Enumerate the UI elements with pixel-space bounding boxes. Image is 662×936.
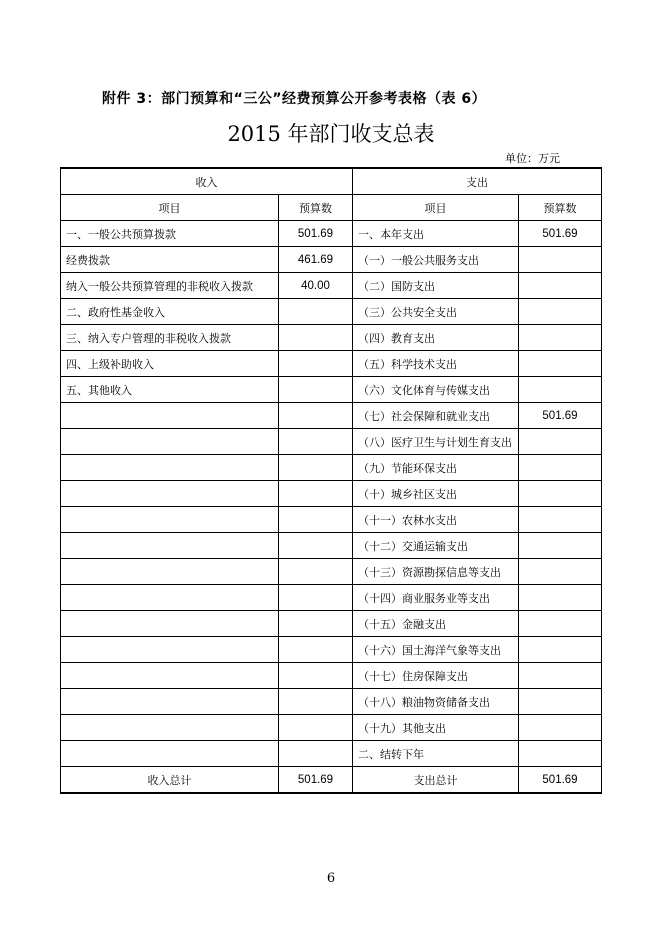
totals-row [61, 767, 602, 794]
table-row [61, 741, 602, 767]
table-row [61, 637, 602, 663]
expense-amount-cell [519, 377, 602, 403]
income-amount-cell [279, 455, 353, 481]
income-item-cell [61, 481, 279, 507]
income-amount-cell: 501.69 [279, 221, 353, 247]
table-row [61, 663, 602, 689]
income-amount-cell [279, 559, 353, 585]
income-amount-cell [279, 533, 353, 559]
expense-amount-header: 预算数 [519, 195, 602, 221]
expense-item-cell: （九）节能环保支出 [353, 455, 519, 481]
expense-amount-cell [519, 663, 602, 689]
expense-amount-cell [519, 689, 602, 715]
income-amount-cell: 461.69 [279, 247, 353, 273]
table-row [61, 585, 602, 611]
expense-item-header: 项目 [353, 195, 519, 221]
income-item-cell: 五、其他收入 [61, 377, 279, 403]
income-item-cell [61, 455, 279, 481]
income-item-cell [61, 507, 279, 533]
expense-item-cell: （八）医疗卫生与计划生育支出 [353, 429, 519, 455]
income-item-cell [61, 533, 279, 559]
income-amount-cell [279, 585, 353, 611]
expense-amount-cell [519, 741, 602, 767]
income-amount-header: 预算数 [279, 195, 353, 221]
expense-item-cell: （六）文化体育与传媒支出 [353, 377, 519, 403]
income-item-header: 项目 [61, 195, 279, 221]
expense-item-cell: 一、本年支出 [353, 221, 519, 247]
column-header-row [61, 195, 602, 221]
budget-table [60, 167, 602, 794]
expense-item-cell: （十一）农林水支出 [353, 507, 519, 533]
table-row [61, 559, 602, 585]
expense-amount-cell [519, 559, 602, 585]
income-item-cell [61, 559, 279, 585]
income-item-cell: 二、政府性基金收入 [61, 299, 279, 325]
income-amount-cell [279, 741, 353, 767]
table-row [61, 507, 602, 533]
income-amount-cell [279, 637, 353, 663]
income-item-cell: 经费拨款 [61, 247, 279, 273]
income-amount-cell [279, 481, 353, 507]
table-row [61, 689, 602, 715]
expense-total-label: 支出总计 [353, 767, 519, 794]
income-amount-cell [279, 299, 353, 325]
expense-item-cell: （十七）住房保障支出 [353, 663, 519, 689]
expense-item-cell: （十五）金融支出 [353, 611, 519, 637]
income-item-cell [61, 663, 279, 689]
page-number: 6 [326, 871, 336, 886]
expense-amount-cell [519, 351, 602, 377]
expense-total-amount: 501.69 [519, 767, 602, 794]
expense-amount-cell: 501.69 [519, 403, 602, 429]
income-amount-cell [279, 663, 353, 689]
expense-amount-cell [519, 429, 602, 455]
income-item-cell: 三、纳入专户管理的非税收入拨款 [61, 325, 279, 351]
expense-item-cell: （五）科学技术支出 [353, 351, 519, 377]
expense-item-cell: （二）国防支出 [353, 273, 519, 299]
table-row [61, 715, 602, 741]
expense-amount-cell [519, 273, 602, 299]
income-item-cell: 一、一般公共预算拨款 [61, 221, 279, 247]
expense-amount-cell [519, 299, 602, 325]
table-row [61, 403, 602, 429]
income-amount-cell [279, 403, 353, 429]
table-row [61, 351, 602, 377]
income-amount-cell: 40.00 [279, 273, 353, 299]
table-row [61, 533, 602, 559]
data-rows [61, 221, 602, 767]
table-row [61, 611, 602, 637]
income-amount-cell [279, 507, 353, 533]
expense-amount-cell [519, 611, 602, 637]
expense-item-cell: （十二）交通运输支出 [353, 533, 519, 559]
table-row [61, 481, 602, 507]
income-item-cell [61, 403, 279, 429]
unit-label: 单位：万元 [505, 152, 560, 165]
expense-item-cell: 二、结转下年 [353, 741, 519, 767]
page-title: 2015 年部门收支总表 [227, 122, 435, 146]
income-amount-cell [279, 377, 353, 403]
income-item-cell [61, 611, 279, 637]
income-amount-cell [279, 429, 353, 455]
table-row [61, 377, 602, 403]
income-amount-cell [279, 715, 353, 741]
expense-item-cell: （一）一般公共服务支出 [353, 247, 519, 273]
income-item-cell [61, 741, 279, 767]
expense-item-cell: （十）城乡社区支出 [353, 481, 519, 507]
table-row [61, 221, 602, 247]
table-row [61, 273, 602, 299]
expense-item-cell: （十三）资源勘探信息等支出 [353, 559, 519, 585]
table-row [61, 455, 602, 481]
income-group-header: 收入 [61, 168, 353, 195]
income-total-amount: 501.69 [279, 767, 353, 794]
income-amount-cell [279, 689, 353, 715]
expense-amount-cell: 501.69 [519, 221, 602, 247]
expense-amount-cell [519, 325, 602, 351]
income-item-cell [61, 689, 279, 715]
income-item-cell: 纳入一般公共预算管理的非税收入拨款 [61, 273, 279, 299]
totals-body [61, 767, 602, 794]
budget-table-body [61, 168, 602, 221]
income-item-cell [61, 637, 279, 663]
income-amount-cell [279, 351, 353, 377]
expense-item-cell: （三）公共安全支出 [353, 299, 519, 325]
table-row [61, 247, 602, 273]
expense-item-cell: （十六）国土海洋气象等支出 [353, 637, 519, 663]
expense-amount-cell [519, 481, 602, 507]
income-item-cell [61, 585, 279, 611]
expense-amount-cell [519, 637, 602, 663]
expense-item-cell: （七）社会保障和就业支出 [353, 403, 519, 429]
income-amount-cell [279, 325, 353, 351]
table-row [61, 429, 602, 455]
expense-group-header: 支出 [353, 168, 602, 195]
group-header-row [61, 168, 602, 195]
expense-item-cell: （十九）其他支出 [353, 715, 519, 741]
expense-amount-cell [519, 247, 602, 273]
attachment-heading: 附件 3：部门预算和“三公”经费预算公开参考表格（表 6） [102, 91, 487, 107]
expense-amount-cell [519, 533, 602, 559]
expense-amount-cell [519, 585, 602, 611]
expense-amount-cell [519, 455, 602, 481]
income-item-cell: 四、上级补助收入 [61, 351, 279, 377]
expense-amount-cell [519, 507, 602, 533]
income-amount-cell [279, 611, 353, 637]
expense-amount-cell [519, 715, 602, 741]
income-item-cell [61, 715, 279, 741]
income-total-label: 收入总计 [61, 767, 279, 794]
expense-item-cell: （四）教育支出 [353, 325, 519, 351]
expense-item-cell: （十八）粮油物资储备支出 [353, 689, 519, 715]
table-row [61, 325, 602, 351]
expense-item-cell: （十四）商业服务业等支出 [353, 585, 519, 611]
income-item-cell [61, 429, 279, 455]
table-row [61, 299, 602, 325]
